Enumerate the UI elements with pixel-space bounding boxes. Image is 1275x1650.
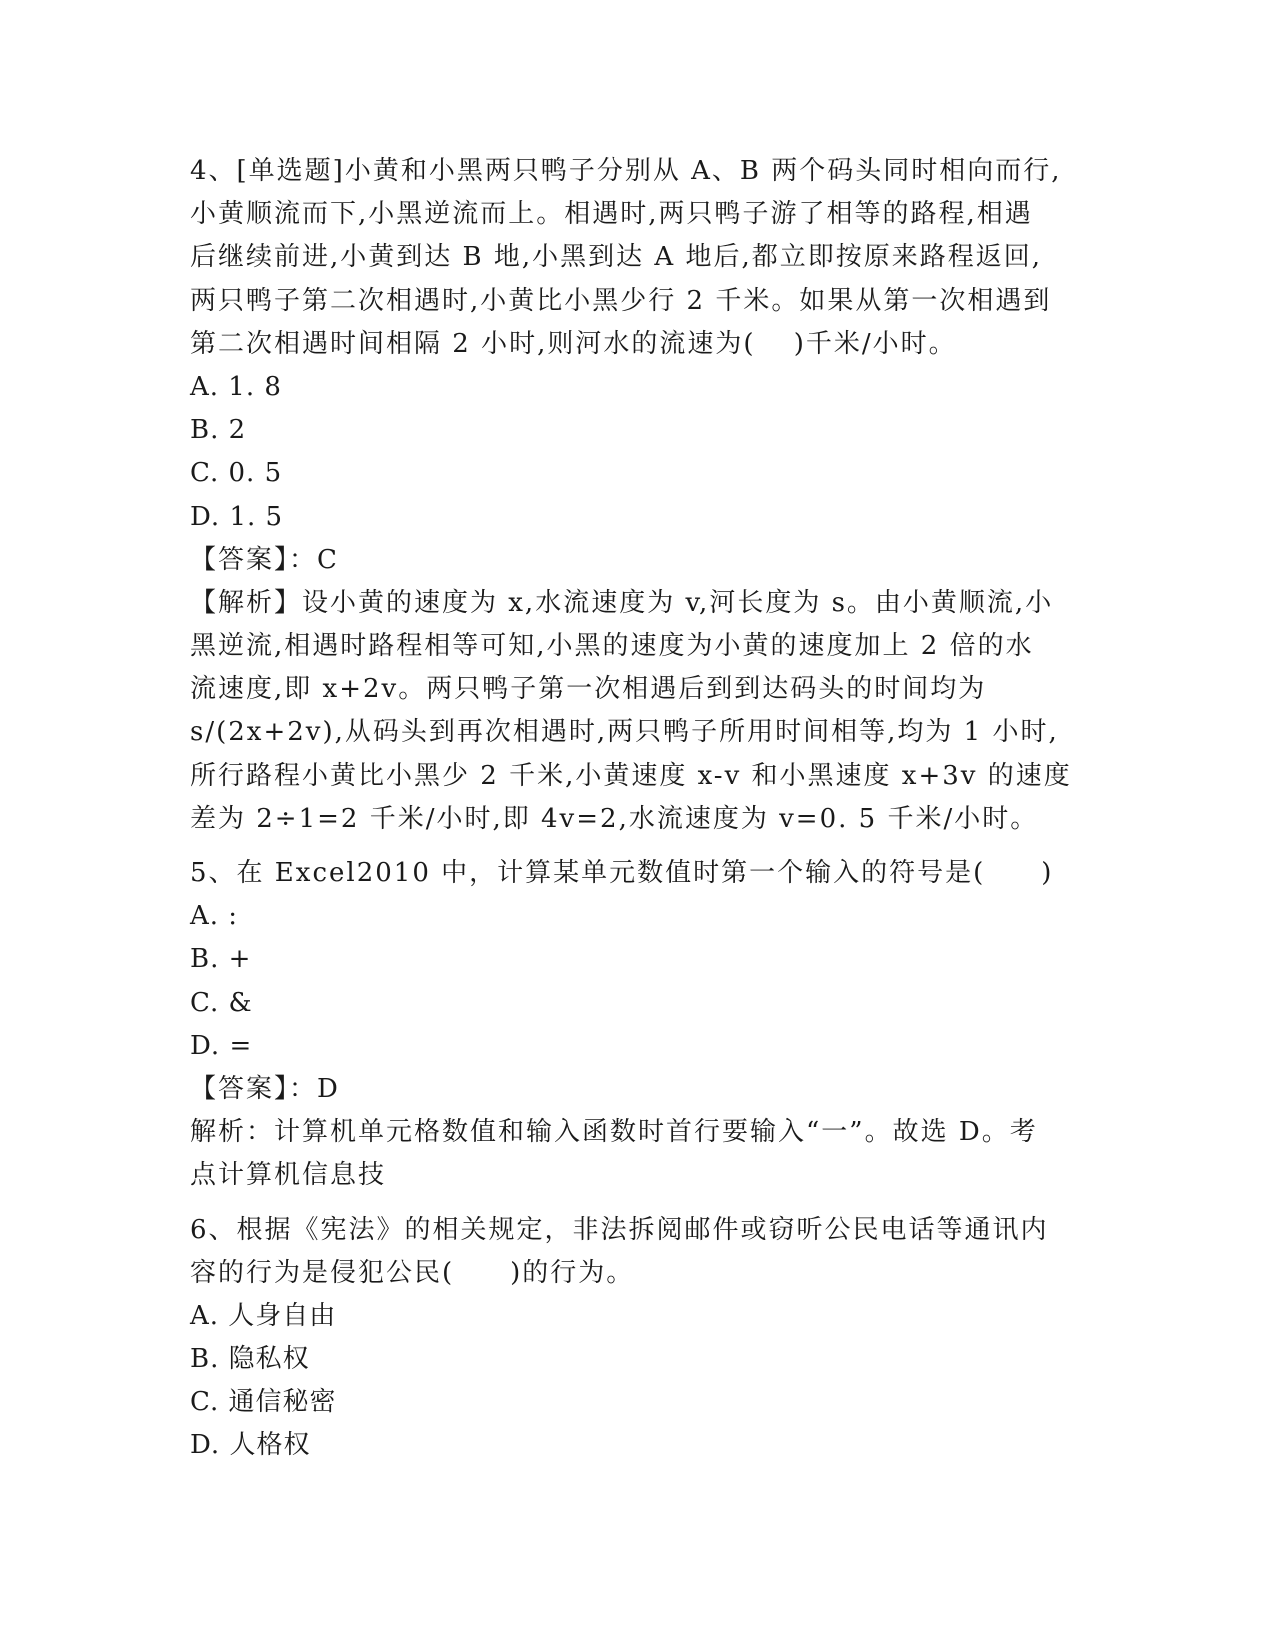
- option-a: A. 人身自由: [190, 1300, 337, 1331]
- explanation-line: 差为 2÷1=2 千米/小时,即 4v=2,水流速度为 v=0. 5 千米/小时。: [190, 803, 1039, 834]
- option-c: C. &: [190, 987, 253, 1018]
- question-spacer: [190, 1198, 1090, 1209]
- question-stem-line: 小黄顺流而下,小黑逆流而上。相遇时,两只鸭子游了相等的路程,相遇: [190, 199, 1033, 230]
- option-d: D. 人格权: [190, 1430, 311, 1461]
- question-stem-line: 后继续前进,小黄到达 B 地,小黑到达 A 地后,都立即按原来路程返回,: [190, 242, 1043, 273]
- question-stem-line: 两只鸭子第二次相遇时,小黄比小黑少行 2 千米。如果从第一次相遇到: [190, 285, 1052, 316]
- question-5: [190, 852, 1090, 1198]
- question-stem-line: 第二次相遇时间相隔 2 小时,则河水的流速为( )千米/小时。: [190, 328, 957, 359]
- question-stem-line: 6、根据《宪法》的相关规定，非法拆阅邮件或窃听公民电话等通讯内: [190, 1214, 1049, 1245]
- option-a: A. :: [190, 901, 239, 932]
- option-d: D. =: [190, 1030, 253, 1061]
- question-4: [190, 150, 1090, 841]
- option-c: C. 通信秘密: [190, 1387, 337, 1418]
- question-stem-line: 容的行为是侵犯公民( )的行为。: [190, 1257, 635, 1288]
- answer-line: 【答案】：D: [190, 1073, 340, 1104]
- option-b: B. +: [190, 944, 252, 975]
- option-b: B. 2: [190, 415, 247, 446]
- question-stem-line: 5、在 Excel2010 中，计算某单元数值时第一个输入的符号是( ): [190, 858, 1054, 888]
- explanation-line: 黑逆流,相遇时路程相等可知,小黑的速度为小黄的速度加上 2 倍的水: [190, 631, 1034, 662]
- question-spacer: [190, 841, 1090, 852]
- explanation-line: 【解析】设小黄的速度为 x,水流速度为 v,河长度为 s。由小黄顺流,小: [190, 587, 1054, 618]
- question-6: [190, 1209, 1090, 1468]
- option-d: D. 1. 5: [190, 501, 284, 532]
- explanation-line: 所行路程小黄比小黑少 2 千米,小黄速度 x-v 和小黑速度 x+3v 的速度: [190, 760, 1072, 791]
- question-stem-line: 4、[单选题]小黄和小黑两只鸭子分别从 A、B 两个码头同时相向而行,: [190, 156, 1062, 186]
- explanation-line: 点计算机信息技: [190, 1160, 387, 1191]
- answer-line: 【答案】：C: [190, 544, 339, 575]
- explanation-line: 流速度,即 x+2v。两只鸭子第一次相遇后到到达码头的时间均为: [190, 674, 987, 705]
- option-b: B. 隐私权: [190, 1344, 310, 1375]
- option-c: C. 0. 5: [190, 458, 283, 489]
- explanation-line: s/(2x+2v),从码头到再次相遇时,两只鸭子所用时间相等,均为 1 小时,: [190, 717, 1059, 748]
- document-content: [190, 150, 1090, 1468]
- option-a: A. 1. 8: [190, 371, 282, 402]
- explanation-line: 解析：计算机单元格数值和输入函数时首行要输入“一”。故选 D。考: [190, 1117, 1038, 1148]
